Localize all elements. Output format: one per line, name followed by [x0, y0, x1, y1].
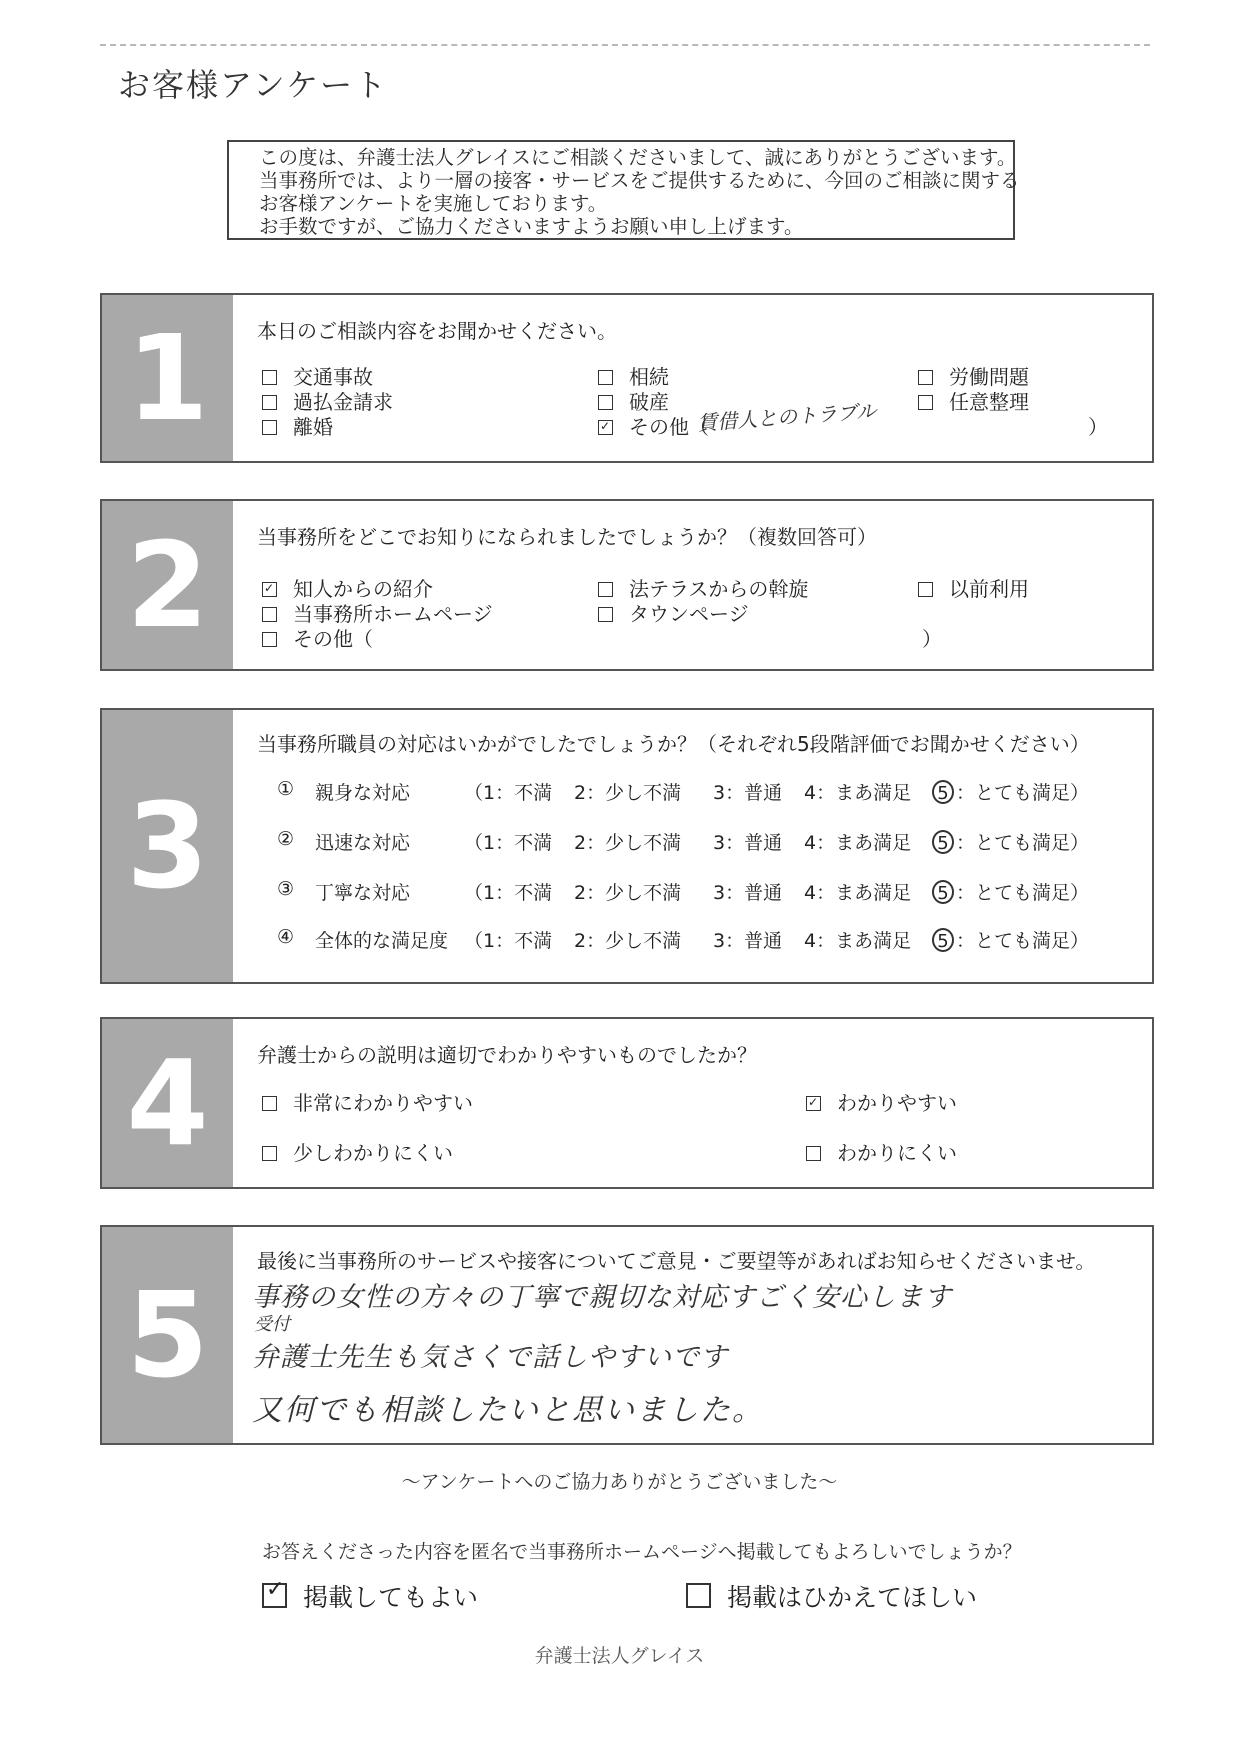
q2-close-paren: ） — [922, 627, 942, 651]
scale-4[interactable]: 4：まあ満足 — [804, 882, 912, 904]
checkbox-checked[interactable] — [262, 582, 277, 597]
checkbox[interactable] — [918, 395, 933, 410]
checkbox[interactable] — [262, 1146, 277, 1161]
scale-3[interactable]: 3：普通 — [713, 782, 783, 804]
row-label: 迅速な対応 — [315, 832, 411, 854]
top-dashed-rule — [100, 44, 1150, 46]
comment-correction: 受付 — [254, 1314, 290, 1335]
q1-option-other[interactable]: ✓その他（ — [598, 411, 709, 440]
question-2: 当事務所をどこでお知りになられましたでしょうか？（複数回答可） — [257, 525, 877, 549]
section-5 — [100, 1225, 1154, 1445]
q4-option-very-clear[interactable]: 非常にわかりやすい — [262, 1087, 473, 1116]
checkbox[interactable] — [262, 1096, 277, 1111]
publish-yes-option[interactable]: ✓掲載してもよい — [262, 1578, 478, 1614]
checkbox-checked[interactable] — [806, 1096, 821, 1111]
checkbox[interactable] — [262, 395, 277, 410]
publish-no-option[interactable]: 掲載はひかえてほしい — [686, 1578, 977, 1614]
row-number: ① — [277, 778, 295, 800]
checkbox[interactable] — [262, 370, 277, 385]
checkbox-checked[interactable] — [598, 420, 613, 435]
scale-2[interactable]: 2：少し不満 — [574, 930, 682, 952]
checkbox[interactable] — [598, 582, 613, 597]
row-number: ② — [277, 828, 295, 850]
scale-3[interactable]: 3：普通 — [713, 882, 783, 904]
section-number-box — [102, 501, 233, 669]
scale-1[interactable]: （1：不満 — [464, 782, 553, 804]
intro-line: 当事務所では、より一層の接客・サービスをご提供するために、今回のご相談に関する — [259, 169, 1020, 192]
q4-option-unclear[interactable]: わかりにくい — [806, 1137, 957, 1166]
scale-1[interactable]: （1：不満 — [464, 930, 553, 952]
checkbox[interactable] — [598, 370, 613, 385]
checkbox-checked[interactable] — [262, 1583, 287, 1608]
thanks-message: ～アンケートへのご協力ありがとうございました～ — [401, 1471, 838, 1493]
q2-option-friend[interactable]: ✓知人からの紹介 — [262, 573, 433, 602]
checkbox[interactable] — [806, 1146, 821, 1161]
checkbox[interactable] — [918, 370, 933, 385]
scale-5-selected[interactable]: 5 ：とても満足） — [932, 778, 1089, 805]
scale-2[interactable]: 2：少し不満 — [574, 832, 682, 854]
checkbox[interactable] — [262, 632, 277, 647]
intro-line: お客様アンケートを実施しております。 — [259, 192, 608, 215]
question-5: 最後に当事務所のサービスや接客についてご意見・ご要望等があればお知らせくださいませ。 — [257, 1249, 1096, 1273]
section-number-box — [102, 1227, 233, 1443]
row-label: 丁寧な対応 — [315, 882, 411, 904]
section-number: 4 — [126, 1034, 209, 1172]
section-number-box — [102, 295, 233, 461]
publish-question: お答えくださった内容を匿名で当事務所ホームページへ掲載してもよろしいでしょうか？ — [262, 1541, 1022, 1563]
scale-5-selected[interactable]: 5 ：とても満足） — [932, 926, 1089, 953]
question-4: 弁護士からの説明は適切でわかりやすいものでしたか？ — [257, 1043, 757, 1067]
scale-4[interactable]: 4：まあ満足 — [804, 782, 912, 804]
question-1: 本日のご相談内容をお聞かせください。 — [257, 319, 617, 343]
q1-option-divorce[interactable]: 離婚 — [262, 411, 333, 440]
q2-option-previous[interactable]: 以前利用 — [918, 573, 1029, 602]
section-3 — [100, 708, 1154, 984]
scale-2[interactable]: 2：少し不満 — [574, 882, 682, 904]
intro-box — [227, 140, 1020, 240]
checkbox[interactable] — [262, 607, 277, 622]
q2-option-houterasu[interactable]: 法テラスからの斡旋 — [598, 573, 808, 602]
scale-4[interactable]: 4：まあ満足 — [804, 832, 912, 854]
comment-line-3: 又何でも相談したいと思いました。 — [252, 1393, 764, 1428]
firm-name: 弁護士法人グレイス — [534, 1645, 705, 1667]
scale-3[interactable]: 3：普通 — [713, 832, 783, 854]
section-number: 3 — [126, 777, 209, 915]
section-number: 5 — [126, 1266, 209, 1404]
checkbox[interactable] — [598, 395, 613, 410]
scale-3[interactable]: 3：普通 — [713, 930, 783, 952]
q2-option-homepage[interactable]: 当事務所ホームページ — [262, 598, 493, 627]
q1-option-debt[interactable]: 任意整理 — [918, 386, 1029, 415]
row-label: 全体的な満足度 — [315, 930, 449, 952]
row-label: 親身な対応 — [315, 782, 411, 804]
q4-option-bit-unclear[interactable]: 少しわかりにくい — [262, 1137, 453, 1166]
intro-line: お手数ですが、ご協力くださいますようお願い申し上げます。 — [259, 215, 804, 238]
intro-line: この度は、弁護士法人グレイスにご相談くださいまして、誠にありがとうございます。 — [259, 146, 1017, 169]
scale-5-selected[interactable]: 5 ：とても満足） — [932, 878, 1089, 905]
q1-option-labor[interactable]: 労働問題 — [918, 361, 1029, 390]
checkbox[interactable] — [918, 582, 933, 597]
row-number: ③ — [277, 878, 295, 900]
section-4 — [100, 1017, 1154, 1189]
q1-other-handwritten: 賃借人とのトラブル — [696, 398, 877, 436]
q1-option-traffic[interactable]: 交通事故 — [262, 361, 373, 390]
q2-option-townpage[interactable]: タウンページ — [598, 598, 749, 627]
section-number-box — [102, 710, 233, 982]
scale-2[interactable]: 2：少し不満 — [574, 782, 682, 804]
q1-option-overpayment[interactable]: 過払金請求 — [262, 386, 393, 415]
section-2 — [100, 499, 1154, 671]
comment-line-1: 事務の女性の方々の丁寧で親切な対応すごく安心します — [252, 1282, 952, 1313]
section-number-box — [102, 1019, 233, 1187]
scale-4[interactable]: 4：まあ満足 — [804, 930, 912, 952]
checkbox[interactable] — [686, 1583, 711, 1608]
comment-line-2: 弁護士先生も気さくで話しやすいです — [252, 1342, 728, 1373]
q2-option-other[interactable]: その他（ — [262, 623, 373, 652]
section-1 — [100, 293, 1154, 463]
checkbox[interactable] — [598, 607, 613, 622]
section-number: 2 — [126, 516, 209, 654]
scale-1[interactable]: （1：不満 — [464, 832, 553, 854]
q1-option-bankruptcy[interactable]: 破産 — [598, 386, 669, 415]
q1-option-inheritance[interactable]: 相続 — [598, 361, 669, 390]
section-number: 1 — [126, 309, 209, 447]
scale-5-selected[interactable]: 5 ：とても満足） — [932, 828, 1089, 855]
q4-option-clear[interactable]: ✓わかりやすい — [806, 1087, 957, 1116]
question-3: 当事務所職員の対応はいかがでしたでしょうか？（それぞれ5段階評価でお聞かせください） — [257, 732, 1090, 756]
row-number: ④ — [277, 926, 295, 948]
page-title: お客様アンケート — [118, 66, 389, 104]
scale-1[interactable]: （1：不満 — [464, 882, 553, 904]
q1-close-paren: ） — [1088, 415, 1108, 439]
checkbox[interactable] — [262, 420, 277, 435]
